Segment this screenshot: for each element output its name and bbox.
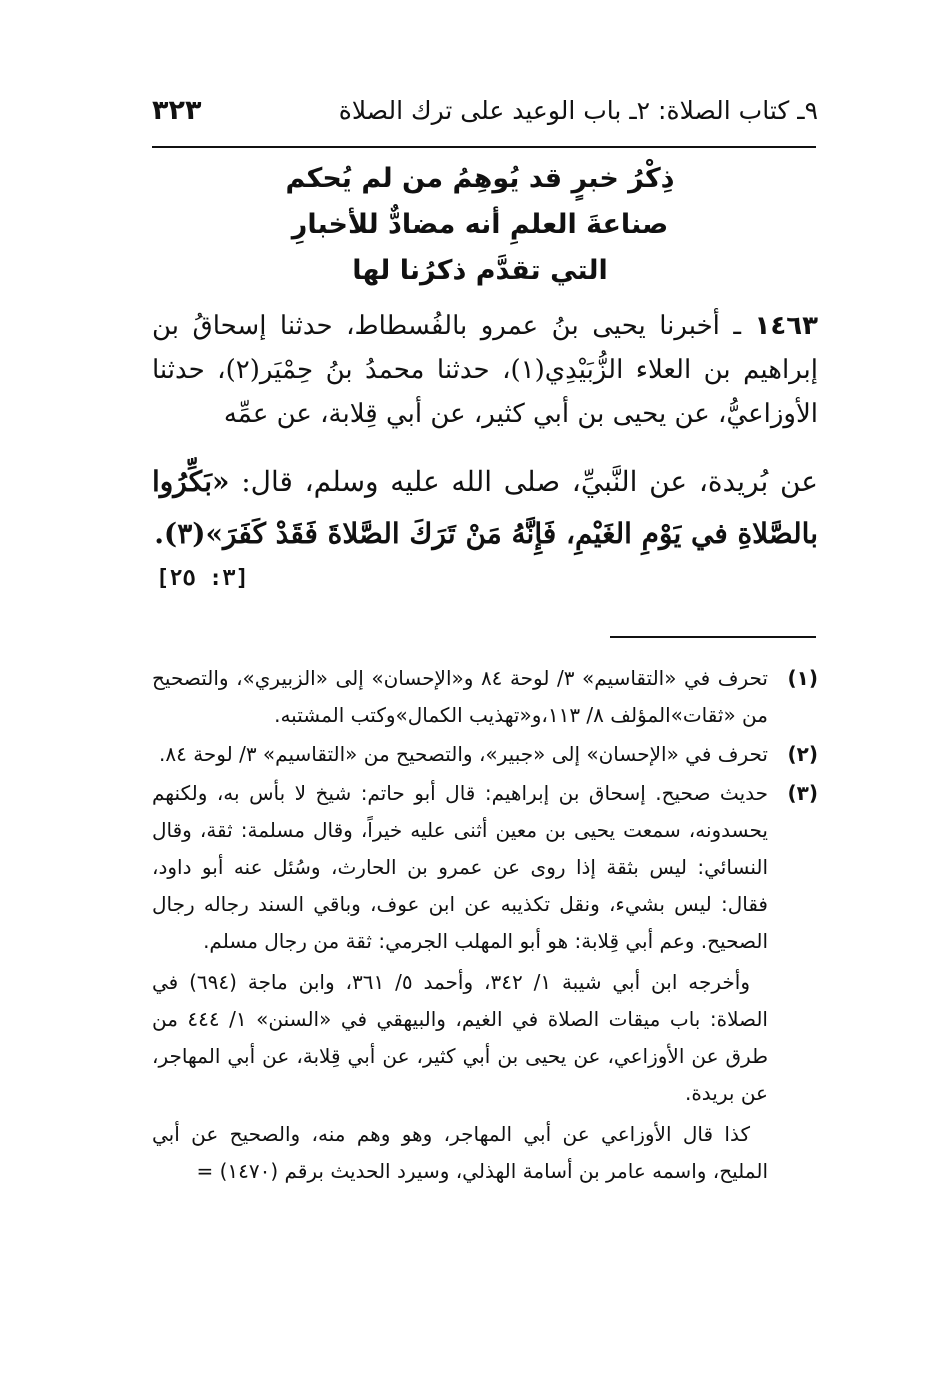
footnote-number: (١) [787, 666, 818, 690]
matn-intro: عن بُريدة، عن النَّبيِّ، صلى الله عليه وسلم، قال: [229, 465, 818, 498]
section-title [240, 156, 720, 294]
title-line-2: صناعةَ العلمِ أنه مضادٌّ للأخبارِ [291, 209, 669, 240]
footnote-number: (٣) [787, 781, 818, 805]
hadith-isnad [152, 304, 818, 436]
hadith-matn [152, 456, 818, 560]
footnote [152, 660, 818, 734]
running-head [152, 85, 818, 135]
hadith-number: ١٤٦٣ [754, 311, 818, 341]
footnote-text: تحرف في «الإحسان» إلى «جبير»، والتصحيح من «التقاسيم» ٣/ لوحة ٨٤. [159, 742, 768, 766]
footnotes [152, 660, 818, 1190]
header-rule [152, 146, 816, 148]
footnote [152, 736, 818, 773]
footnote-rule [610, 636, 816, 638]
footnote-continuation: وأخرجه ابن أبي شيبة ١/ ٣٤٢، وأحمد ٥/ ٣٦١، وابن ماجة (٦٩٤) في الصلاة: باب ميقات الصلاة في الغيم، والبيهقي في «السنن» ١/ ٤٤٤ من طرق عن الأوزاعي، عن يحيى بن أبي كثير، عن أبي قِلابة، عن أبي المهاجر، عن بريدة. [152, 970, 768, 1105]
title-line-1: ذِكْرُ خبرٍ قد يُوهِمُ من لم يُحكم [285, 163, 675, 194]
footnote-continuation: كذا قال الأوزاعي عن أبي المهاجر، وهو وهم منه، والصحيح عن أبي المليح، واسمه عامر بن أسامة الهذلي، وسيرد الحديث برقم (١٤٧٠) = [152, 1122, 768, 1183]
title-line-3: التي تقدَّم ذكرُنا لها [352, 255, 608, 286]
footnote-text: حديث صحيح. إسحاق بن إبراهيم: قال أبو حاتم: شيخ لا بأس به، ولكنهم يحسدونه، سمعت يحيى بن معين أثنى عليه خيراً، وقال مسلمة: ثقة، وقال النسائي: ليس بثقة إذا روى عن عمرو بن الحارث، وسُئل عنه أبو داود، فقال: ليس بشيء، ونقل تكذيبه عن ابن عوف، وباقي السند رجاله رجال الصحيح. وعم أبي قِلابة: هو أبو المهلب الجرمي: ثقة من رجال مسلم. [152, 781, 768, 953]
page-number: ٣٢٣ [152, 94, 202, 126]
footnote [152, 775, 818, 960]
hadith-reference: [٣: ٢٥] [156, 566, 249, 591]
isnad-text: ـ أخبرنا يحيى بنُ عمرو بالفُسطاط، حدثنا إسحاقُ بن إبراهيم بن العلاء الزُّبَيْدِي(١)، حدثنا محمدُ بنُ حِمْيَر(٢)، حدثنا الأوزاعيُّ، عن يحيى بن أبي كثير، عن أبي قِلابة، عن عمِّه [152, 311, 818, 429]
chapter-heading: ٩ـ كتاب الصلاة: ٢ـ باب الوعيد على ترك الصلاة [338, 95, 818, 125]
footnote-number: (٢) [787, 742, 818, 766]
matn-quote: «بَكِّرُوا بالصَّلاةِ في يَوْمِ الغَيْمِ، فَإِنَّهُ مَنْ تَرَكَ الصَّلاةَ فَقَدْ كَفَرَ»(٣). [152, 465, 818, 550]
footnote-text: تحرف في «التقاسيم» ٣/ لوحة ٨٤ و«الإحسان» إلى «الزبيري»، والتصحيح من «ثقات»المؤلف ٨/ ١١٣،و«تهذيب الكمال»وكتب المشتبه. [152, 666, 768, 727]
